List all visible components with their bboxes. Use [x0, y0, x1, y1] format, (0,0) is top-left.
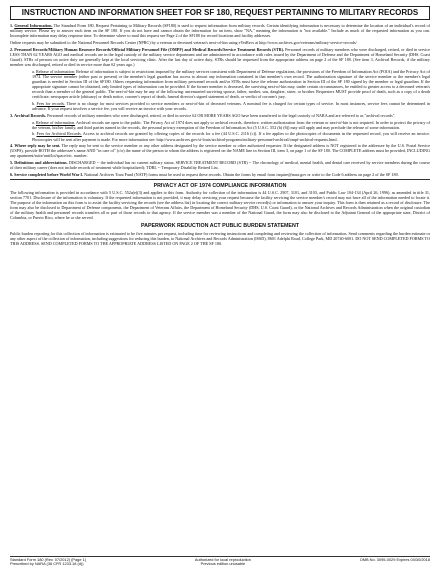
omb-number: OMB No. 3095-0029 Expires 04/30/2018 [359, 556, 430, 562]
sub-heading: Release of information. [35, 119, 76, 125]
prescribed-by: Prescribed by NARA (36 CFR 1233.18 (d)) [10, 561, 84, 567]
privacy-act-heading: PRIVACY ACT OF 1974 COMPLIANCE INFORMATION [153, 182, 287, 189]
form-footer [10, 556, 430, 567]
item-text: National Archives Trust Fund (NATF) forms must be used to request these records. Obtain the forms by email from inquire@nara.gov or write to the Code 6 address on page 2 of the SF 180. [84, 172, 399, 178]
item-5 [10, 160, 430, 170]
item-4 [10, 143, 430, 158]
sub-label: a. [32, 68, 35, 74]
form-number: Standard Form 180 (Rev. 07/2012) (Page 1) [10, 556, 87, 562]
sub-label: b. [32, 131, 36, 137]
item-2a [10, 69, 430, 99]
item-heading: General Information. [14, 23, 53, 28]
item-number: 6. [10, 172, 14, 178]
item-heading: Personnel Records/Military Human Resource Records/Official Military Personnel File (OMPF) and Medical Records/Service Treatment Records (STR). [14, 46, 285, 52]
paperwork-reduction-heading: PAPERWORK REDUCTION ACT PUBLIC BURDEN STATEMENT [140, 223, 300, 230]
sub-text: Archival records are open to the public. The Privacy Act of 1974 does not apply to archival records, therefore, written authorization from the veteran or next-of-kin is not required. In order to protect the privacy of the veteran, his/her family, and third parties named in the records, the personal privacy exemption of the Freedom of Information Act (5 U.S.C. 552 (b) (6)) may still apply and may preclude the release of some information. [32, 119, 430, 130]
item-text: DISCHARGED -- the individual has no current military status; SERVICE TREATMENT RECORD (STR) -- The chronology of medical, mental health, and dental care received by service members during the course of their military career (does not include records of treatment while hospitalized); TDRL -- Temporary Disability Retired List. [10, 160, 430, 171]
divider [10, 179, 430, 180]
item-text: The Standard Form 180, Request Pertaining to Military Records (SF180) is used to request information from military records. Certain identifying information is necessary to determine the location of an individual's record of military service. Please try to answer each item on the SF 180. If you do not have and cannot obtain the information for an item, show "NA," meaning the information is "not available." Include as much of the requested information as you can. Incomplete information may delay response time. To determine where to mail this request see Page 2 of the SF180 for record locations and facility addresses. [10, 23, 430, 39]
privacy-act-text: The following information is provided in accordance with 5 U.S.C. 552a(e)(3) and applies to this form. Authority for collection of the information is 44 U.S.C. 2907, 3101, and 3103, and Public Law 104-134 (April 26, 1996), as amended in title 31, section 7701. Disclosure of the information is voluntary. If the requested information is not provided, it may delay servicing your request because the facility servicing the service member's record may not have all of the information needed to locate it. The purpose of the information on this form is to assist the facility servicing the records (see the address list) in locating the correct military service record(s) or information to answer your inquiry. This form is then retained as a record of disclosure. The form may also be disclosed to Department of Defense components, the Department of Veterans Affairs, the Department of Homeland Security (DHS, U.S. Coast Guard), or the National Archives and Records Administration when the original custodian of the military health and personnel records transfers all or part of those records to that agency. If the service member was a member of the National Guard, the form may also be disclosed to the Adjutant General of the appropriate state, District of Columbia, or Puerto Rico, where he or she served. [10, 190, 430, 221]
paperwork-reduction-text: Public burden reporting for this collection of information is estimated to be five minutes per request, including time for reviewing instructions and completing and reviewing the collection of information. Send comments regarding the burden estimate or any other aspect of the collection of information, including suggestions for reducing this burden, to National Archives and Records Administration (ISSD), 8601 Adelphi Road, College Park, MD 20740-6001. DO NOT SEND COMPLETED FORMS TO THIS ADDRESS. SEND COMPLETED FORMS TO THE APPROPRIATE ADDRESS LISTED ON PAGE 2 OF THE SF 180. [10, 230, 430, 246]
item-3b [10, 131, 430, 141]
edition-note: Previous edition unusable [200, 561, 246, 567]
item-6 [10, 172, 430, 177]
reproduction-note: Authorized for local reproduction [194, 556, 251, 562]
item-number: 2. [10, 46, 14, 52]
item-text: The reply may be sent to the service member or any other address designated by the service member or other authorized requester. If the designated address is NOT registered to the addressee by the U.S. Postal Service (USPS), provide BOTH the addressee's name AND "in care of" (c/o) the name of the person to whom the address is registered on the NAME line in Section III, item 3, on page 1 of the SF 180. The COMPLETE address must be provided, INCLUDING any apartment/suite/unit/lot/space/etc. number. [10, 143, 430, 159]
sub-text: Access to archival records are granted by offering copies of the records for a fee (44 U.S.C. 2116 (c)). If a fee applies to the photocopies of documents in the requested record, you will receive an invoice. Photocopies will be sent after payment is made. For more information see: http://www.archives.gov/st-louis/archival-programs/military-personnel-archival/ompf-archival-requests.html. [32, 131, 430, 142]
sub-heading: Fees for Archival Records. [36, 131, 82, 137]
item-heading: Where reply may be sent. [14, 143, 61, 149]
item-number: 3. [10, 112, 14, 118]
item-3a [10, 120, 430, 130]
item-text: Personnel records of military members who were discharged, retired, or died in service LESS THAN 62 YEARS AGO and medical records are in the legal custody of the military service department and are administered in accordance with rules issued by the Department of Defense and the Department of Homeland Security (DHS, Coast Guard). STRs of persons on active duty are generally kept at the local servicing clinic. After the last day of active duty, STRs should be requested from the appropriate address on page 2 of the SF 180. (See item 3, Archival Records, if the military member was discharged, retired or died in service more than 62 years ago.) [10, 46, 430, 67]
online-requests-paragraph: Online requests may be submitted to the National Personnel Records Center (NPRC) by a veteran or deceased veteran's next-of-kin using eVetRecs at http://www.archives.gov/veterans/military-service-records/ [10, 39, 357, 45]
sub-heading: Release of information: [35, 68, 76, 74]
item-3 [10, 113, 430, 118]
item-number: 4. [10, 143, 14, 149]
sub-label: a. [32, 119, 35, 125]
sub-text: Release of information is subject to restrictions imposed by the military services consistent with Department of Defense regulations, the provisions of the Freedom of Information Act (FOIA) and the Privacy Act of 1974. The service member (either past or present) or the member's legal guardian has access to almost any information contained in that member's own record. The authorization signature of the service member or the member's legal guardian is needed in Section III of the SF180. Others requesting information from military personnel records and/or STRs must have the release authorization in Section III of the SF 180 signed by the member or legal guardian. If the appropriate signature cannot be obtained, only limited types of information can be provided. If the former member is deceased, the surviving next-of-kin may, under certain circumstances, be entitled to greater access to a deceased veteran's records than a member of the general public. The next-of-kin may be any of the following: unremarried surviving spouse, father, mother, son, daughter, sister, or brother. Requesters MUST provide proof of death, such as a copy of a death certificate, newspaper article (obituary) or death notice, coroner's report of death, funeral director's signed statement of death, or verdict of coroner's jury. [32, 68, 431, 99]
item-number: 1. [10, 23, 14, 28]
item-heading: Archival Records. [14, 112, 47, 118]
item-number: 5. [10, 160, 14, 166]
sub-text: There is no charge for most services provided to service members or next-of-kin of deceased veterans. A nominal fee is charged for certain types of service. In most instances, service fees cannot be determined in advance. If your request involves a service fee, you will receive an invoice with your records. [32, 100, 430, 111]
sub-heading: Fees for records. [36, 100, 66, 106]
item-1 [10, 23, 430, 38]
item-2 [10, 47, 430, 67]
page-title: INSTRUCTION AND INFORMATION SHEET FOR SF 180, REQUEST PERTAINING TO MILITARY RECORDS [10, 6, 430, 20]
item-text: Personnel records of military members who were discharged, retired, or died in service 62 OR MORE YEARS AGO have been transferred to the legal custody of NARA and are referred to as "archival records". [47, 112, 396, 118]
item-2b [10, 101, 430, 111]
item-heading: Definitions and abbreviations. [14, 160, 68, 166]
sub-label: b. [32, 100, 36, 106]
item-heading: Service completed before World War I. [14, 172, 84, 178]
